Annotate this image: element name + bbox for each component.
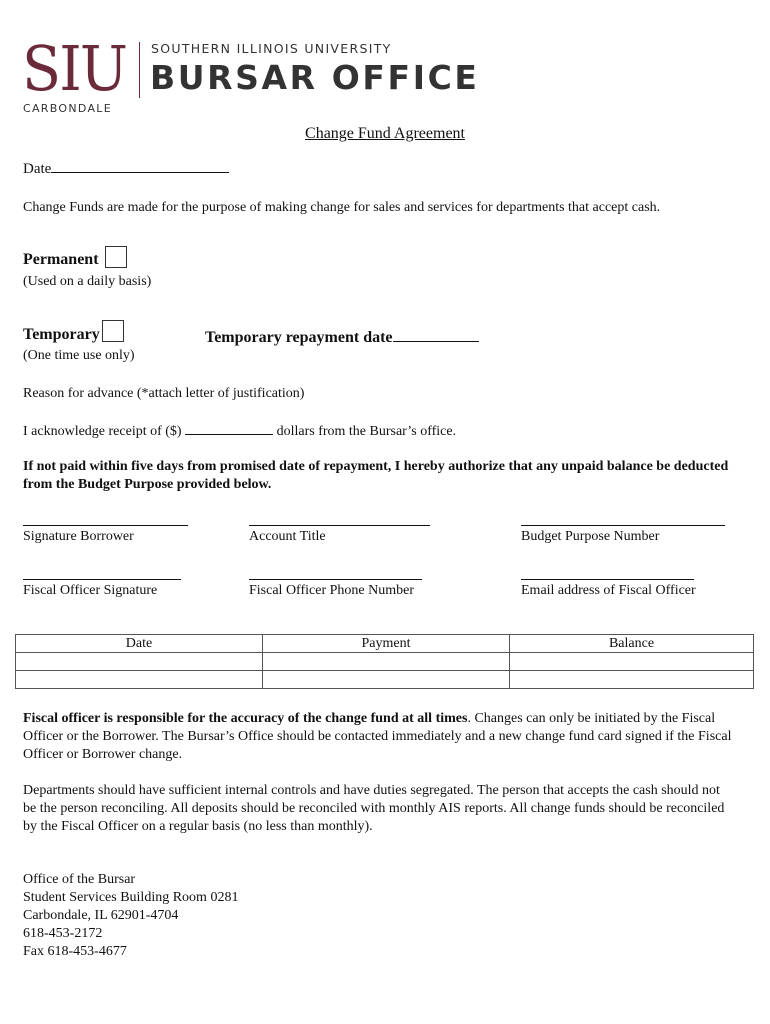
address-block (23, 871, 238, 961)
ledger-table (15, 634, 754, 689)
table-row (16, 671, 754, 689)
ledger-header-row (16, 635, 754, 653)
permanent-checkbox[interactable] (105, 246, 127, 268)
permanent-label: Permanent (23, 251, 99, 268)
address-line-2: Student Services Building Room 0281 (23, 890, 239, 905)
intro-text: Change Funds are made for the purpose of making change for sales and services for departments that accept cash. (23, 200, 661, 215)
fiscal-officer-email-line[interactable] (521, 579, 694, 580)
university-name: SOUTHERN ILLINOIS UNIVERSITY (151, 41, 392, 56)
ledger-cell[interactable] (510, 671, 754, 689)
repayment-date-label: Temporary repayment date (205, 329, 393, 346)
fiscal-officer-email-label: Email address of Fiscal Officer (521, 583, 696, 598)
address-line-3: Carbondale, IL 62901-4704 (23, 908, 179, 923)
ledger-cell[interactable] (16, 653, 263, 671)
responsibility-paragraph (23, 710, 735, 764)
fiscal-officer-signature-line[interactable] (23, 579, 181, 580)
ledger-cell[interactable] (263, 653, 510, 671)
controls-paragraph: Departments should have sufficient internal controls and have duties segregated. The person that accepts the cash should not be the person reconciling. All deposits should be reconciled with monthly AIS reports. All change funds should be reconciled by the Fiscal Officer on a regular basis (no less than monthly). (23, 783, 725, 834)
budget-purpose-label: Budget Purpose Number (521, 529, 660, 544)
responsibility-rest: . Changes can only be initiated by the Fiscal Officer or the Borrower. The Bursar’s Office should be contacted immediately and a new change fund card signed if the Fiscal Officer or Borrower change. (23, 711, 732, 762)
logo-divider (139, 42, 140, 98)
date-input-line[interactable] (51, 158, 229, 173)
receipt-row (23, 422, 456, 440)
ledger-cell[interactable] (510, 653, 754, 671)
account-title-label: Account Title (249, 529, 326, 544)
reason-label: Reason for advance (*attach letter of justification) (23, 386, 305, 401)
ledger-header-payment: Payment (263, 635, 510, 653)
account-title-line[interactable] (249, 525, 430, 526)
fiscal-officer-phone-label: Fiscal Officer Phone Number (249, 583, 414, 598)
date-label: Date (23, 161, 52, 177)
signature-borrower-label: Signature Borrower (23, 529, 134, 544)
ledger-cell[interactable] (16, 671, 263, 689)
address-phone: 618-453-2172 (23, 926, 103, 941)
signature-borrower-line[interactable] (23, 525, 188, 526)
temporary-label: Temporary (23, 326, 100, 343)
repayment-date-row (205, 327, 479, 347)
temporary-note: (One time use only) (23, 348, 135, 363)
temporary-checkbox[interactable] (102, 320, 124, 342)
table-row (16, 653, 754, 671)
page-title: Change Fund Agreement (305, 125, 465, 142)
budget-purpose-line[interactable] (521, 525, 725, 526)
date-field-row (23, 158, 229, 178)
address-line-1: Office of the Bursar (23, 872, 136, 887)
permanent-note: (Used on a daily basis) (23, 274, 152, 289)
campus-name: CARBONDALE (23, 102, 112, 115)
repayment-date-input-line[interactable] (393, 327, 479, 342)
authorization-text: If not paid within five days from promised date of repayment, I hereby authorize that any unpaid balance be deducted from the Budget Purpose provided below. (23, 459, 729, 492)
responsibility-bold: Fiscal officer is responsible for the accuracy of the change fund at all times (23, 711, 468, 726)
temporary-row (23, 326, 124, 344)
ledger-header-balance: Balance (510, 635, 754, 653)
ledger-cell[interactable] (263, 671, 510, 689)
siu-logo-letters: SIU (22, 32, 127, 105)
receipt-text-before: I acknowledge receipt of ($) (23, 424, 186, 439)
receipt-text-after: dollars from the Bursar’s office. (273, 424, 457, 439)
address-fax: Fax 618-453-4677 (23, 944, 127, 959)
ledger-header-date: Date (16, 635, 263, 653)
receipt-amount-line[interactable] (185, 422, 273, 435)
fiscal-officer-signature-label: Fiscal Officer Signature (23, 583, 158, 598)
office-name: BURSAR OFFICE (150, 58, 480, 97)
permanent-row (23, 251, 127, 269)
fiscal-officer-phone-line[interactable] (249, 579, 422, 580)
